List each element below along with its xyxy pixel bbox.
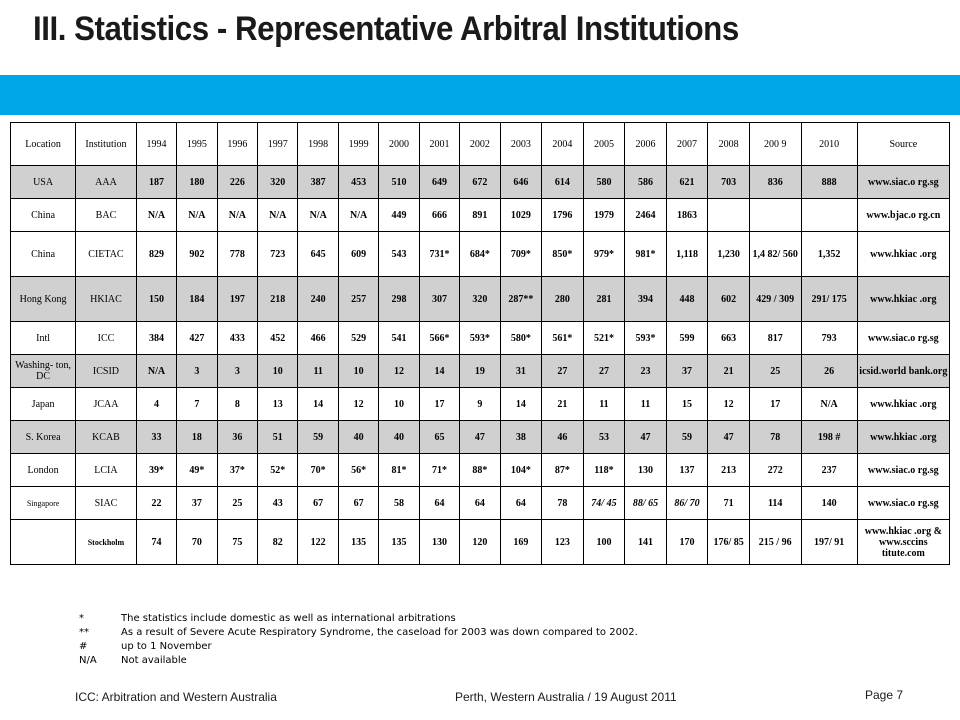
- value-cell: 40: [379, 421, 419, 454]
- value-cell: N/A: [136, 355, 176, 388]
- value-cell: 11: [298, 355, 338, 388]
- value-cell: 64: [460, 487, 500, 520]
- value-cell: 140: [801, 487, 857, 520]
- value-cell: 1,230: [708, 232, 750, 277]
- value-cell: 449: [379, 199, 419, 232]
- value-cell: 9: [460, 388, 500, 421]
- value-cell: 663: [708, 322, 750, 355]
- value-cell: 82: [258, 520, 298, 565]
- table-row: [11, 166, 950, 199]
- value-cell: 645: [298, 232, 338, 277]
- column-header: 2000: [379, 123, 419, 166]
- value-cell: 1,352: [801, 232, 857, 277]
- value-cell: 13: [258, 388, 298, 421]
- column-header: 1998: [298, 123, 338, 166]
- source-cell: www.siac.o rg.sg: [857, 166, 949, 199]
- value-cell: 723: [258, 232, 298, 277]
- value-cell: 15: [666, 388, 708, 421]
- value-cell: 1796: [542, 199, 584, 232]
- value-cell: 4: [136, 388, 176, 421]
- source-cell: www.siac.o rg.sg: [857, 322, 949, 355]
- value-cell: 307: [419, 277, 459, 322]
- value-cell: 75: [217, 520, 257, 565]
- source-cell: www.hkiac .org: [857, 232, 949, 277]
- value-cell: 114: [749, 487, 801, 520]
- value-cell: 19: [460, 355, 500, 388]
- value-cell: 25: [749, 355, 801, 388]
- value-cell: 88/ 65: [625, 487, 667, 520]
- column-header: 1997: [258, 123, 298, 166]
- footnote-text: As a result of Severe Acute Respiratory Syndrome, the caseload for 2003 was down compared to 2002.: [121, 627, 638, 638]
- value-cell: 176/ 85: [708, 520, 750, 565]
- value-cell: 27: [542, 355, 584, 388]
- value-cell: 609: [338, 232, 378, 277]
- location-cell: Singapore: [11, 487, 76, 520]
- column-header: Institution: [76, 123, 137, 166]
- value-cell: 817: [749, 322, 801, 355]
- value-cell: 218: [258, 277, 298, 322]
- value-cell: 137: [666, 454, 708, 487]
- value-cell: 22: [136, 487, 176, 520]
- column-header: 2010: [801, 123, 857, 166]
- column-header: Location: [11, 123, 76, 166]
- value-cell: N/A: [258, 199, 298, 232]
- value-cell: 21: [542, 388, 584, 421]
- location-cell: S. Korea: [11, 421, 76, 454]
- institution-cell: CIETAC: [76, 232, 137, 277]
- statistics-table: [10, 122, 950, 565]
- value-cell: 466: [298, 322, 338, 355]
- value-cell: 891: [460, 199, 500, 232]
- value-cell: 17: [419, 388, 459, 421]
- value-cell: 27: [583, 355, 625, 388]
- value-cell: 25: [217, 487, 257, 520]
- value-cell: 979*: [583, 232, 625, 277]
- value-cell: 74: [136, 520, 176, 565]
- value-cell: 731*: [419, 232, 459, 277]
- statistics-table-wrap: [10, 122, 950, 565]
- value-cell: 67: [298, 487, 338, 520]
- column-header: 2001: [419, 123, 459, 166]
- value-cell: 78: [542, 487, 584, 520]
- value-cell: 1979: [583, 199, 625, 232]
- value-cell: 100: [583, 520, 625, 565]
- value-cell: 384: [136, 322, 176, 355]
- institution-cell: HKIAC: [76, 277, 137, 322]
- value-cell: 71*: [419, 454, 459, 487]
- column-header: 2006: [625, 123, 667, 166]
- value-cell: 198 #: [801, 421, 857, 454]
- value-cell: 850*: [542, 232, 584, 277]
- value-cell: 141: [625, 520, 667, 565]
- value-cell: 14: [298, 388, 338, 421]
- value-cell: 257: [338, 277, 378, 322]
- page-title: III. Statistics - Representative Arbitral Institutions: [33, 10, 739, 48]
- value-cell: 37: [666, 355, 708, 388]
- location-cell: Hong Kong: [11, 277, 76, 322]
- value-cell: 58: [379, 487, 419, 520]
- value-cell: 37: [177, 487, 217, 520]
- value-cell: 197/ 91: [801, 520, 857, 565]
- column-header: 2004: [542, 123, 584, 166]
- value-cell: 829: [136, 232, 176, 277]
- value-cell: 1029: [500, 199, 542, 232]
- column-header: 2002: [460, 123, 500, 166]
- value-cell: 981*: [625, 232, 667, 277]
- institution-cell: KCAB: [76, 421, 137, 454]
- value-cell: 649: [419, 166, 459, 199]
- header-band: [0, 75, 960, 115]
- column-header: Source: [857, 123, 949, 166]
- value-cell: 709*: [500, 232, 542, 277]
- footnote-2: [75, 626, 638, 640]
- value-cell: 104*: [500, 454, 542, 487]
- value-cell: 12: [379, 355, 419, 388]
- footnote-mark: N/A: [79, 655, 97, 666]
- value-cell: 320: [258, 166, 298, 199]
- value-cell: 23: [625, 355, 667, 388]
- value-cell: 902: [177, 232, 217, 277]
- table-row: [11, 454, 950, 487]
- value-cell: 888: [801, 166, 857, 199]
- value-cell: 566*: [419, 322, 459, 355]
- value-cell: 452: [258, 322, 298, 355]
- value-cell: 10: [258, 355, 298, 388]
- footer-center: Perth, Western Australia / 19 August 2011: [455, 690, 677, 704]
- table-row: [11, 277, 950, 322]
- value-cell: 71: [708, 487, 750, 520]
- institution-cell: BAC: [76, 199, 137, 232]
- value-cell: 120: [460, 520, 500, 565]
- value-cell: N/A: [136, 199, 176, 232]
- value-cell: 521*: [583, 322, 625, 355]
- value-cell: 38: [500, 421, 542, 454]
- footnote-text: up to 1 November: [121, 641, 212, 652]
- value-cell: 3: [217, 355, 257, 388]
- value-cell: 47: [625, 421, 667, 454]
- value-cell: 448: [666, 277, 708, 322]
- value-cell: 561*: [542, 322, 584, 355]
- value-cell: 703: [708, 166, 750, 199]
- value-cell: 87*: [542, 454, 584, 487]
- value-cell: 298: [379, 277, 419, 322]
- value-cell: 36: [217, 421, 257, 454]
- column-header: 2008: [708, 123, 750, 166]
- value-cell: [708, 199, 750, 232]
- value-cell: 18: [177, 421, 217, 454]
- value-cell: 47: [708, 421, 750, 454]
- value-cell: 387: [298, 166, 338, 199]
- value-cell: 10: [379, 388, 419, 421]
- value-cell: 52*: [258, 454, 298, 487]
- value-cell: 37*: [217, 454, 257, 487]
- institution-cell: LCIA: [76, 454, 137, 487]
- value-cell: 43: [258, 487, 298, 520]
- value-cell: 81*: [379, 454, 419, 487]
- column-header: 2003: [500, 123, 542, 166]
- value-cell: 593*: [460, 322, 500, 355]
- footnote-4: [75, 654, 638, 668]
- value-cell: 586: [625, 166, 667, 199]
- value-cell: 580: [583, 166, 625, 199]
- value-cell: 14: [419, 355, 459, 388]
- value-cell: 14: [500, 388, 542, 421]
- value-cell: 33: [136, 421, 176, 454]
- footnote-mark: *: [79, 613, 84, 624]
- value-cell: 135: [379, 520, 419, 565]
- location-cell: Intl: [11, 322, 76, 355]
- location-cell: London: [11, 454, 76, 487]
- institution-cell: Stockholm: [76, 520, 137, 565]
- value-cell: 67: [338, 487, 378, 520]
- value-cell: 184: [177, 277, 217, 322]
- source-cell: www.hkiac .org: [857, 421, 949, 454]
- table-row: [11, 520, 950, 565]
- institution-cell: JCAA: [76, 388, 137, 421]
- column-header: 200 9: [749, 123, 801, 166]
- footnote-text: The statistics include domestic as well as international arbitrations: [121, 613, 456, 624]
- value-cell: 291/ 175: [801, 277, 857, 322]
- footnote-3: [75, 640, 638, 654]
- value-cell: 684*: [460, 232, 500, 277]
- footer-page-number: Page 7: [865, 688, 904, 702]
- location-cell: Japan: [11, 388, 76, 421]
- table-row: [11, 232, 950, 277]
- value-cell: 88*: [460, 454, 500, 487]
- footnote-1: [75, 612, 638, 626]
- source-cell: www.hkiac .org: [857, 277, 949, 322]
- value-cell: 8: [217, 388, 257, 421]
- value-cell: N/A: [177, 199, 217, 232]
- value-cell: 240: [298, 277, 338, 322]
- value-cell: 12: [338, 388, 378, 421]
- value-cell: 272: [749, 454, 801, 487]
- value-cell: 65: [419, 421, 459, 454]
- value-cell: 169: [500, 520, 542, 565]
- value-cell: 10: [338, 355, 378, 388]
- value-cell: 86/ 70: [666, 487, 708, 520]
- value-cell: 70*: [298, 454, 338, 487]
- footnotes: [75, 612, 638, 668]
- value-cell: 237: [801, 454, 857, 487]
- source-cell: www.hkiac .org & www.sccins titute.com: [857, 520, 949, 565]
- value-cell: 21: [708, 355, 750, 388]
- source-cell: www.siac.o rg.sg: [857, 454, 949, 487]
- institution-cell: SIAC: [76, 487, 137, 520]
- location-cell: [11, 520, 76, 565]
- column-header: 1996: [217, 123, 257, 166]
- value-cell: N/A: [338, 199, 378, 232]
- value-cell: 40: [338, 421, 378, 454]
- location-cell: China: [11, 199, 76, 232]
- value-cell: 287**: [500, 277, 542, 322]
- column-header: 2007: [666, 123, 708, 166]
- value-cell: 31: [500, 355, 542, 388]
- value-cell: 47: [460, 421, 500, 454]
- value-cell: 1,118: [666, 232, 708, 277]
- value-cell: 580*: [500, 322, 542, 355]
- value-cell: 46: [542, 421, 584, 454]
- location-cell: USA: [11, 166, 76, 199]
- value-cell: 11: [625, 388, 667, 421]
- value-cell: 74/ 45: [583, 487, 625, 520]
- value-cell: 646: [500, 166, 542, 199]
- value-cell: 11: [583, 388, 625, 421]
- column-header: 1999: [338, 123, 378, 166]
- value-cell: [801, 199, 857, 232]
- value-cell: 529: [338, 322, 378, 355]
- value-cell: 541: [379, 322, 419, 355]
- location-cell: Washing- ton, DC: [11, 355, 76, 388]
- table-row: [11, 322, 950, 355]
- value-cell: 213: [708, 454, 750, 487]
- value-cell: 543: [379, 232, 419, 277]
- value-cell: 150: [136, 277, 176, 322]
- value-cell: 1,4 82/ 560: [749, 232, 801, 277]
- value-cell: 130: [419, 520, 459, 565]
- table-row: [11, 388, 950, 421]
- value-cell: 49*: [177, 454, 217, 487]
- value-cell: 602: [708, 277, 750, 322]
- value-cell: 281: [583, 277, 625, 322]
- value-cell: 429 / 309: [749, 277, 801, 322]
- table-row: [11, 421, 950, 454]
- value-cell: 394: [625, 277, 667, 322]
- institution-cell: ICSID: [76, 355, 137, 388]
- value-cell: 26: [801, 355, 857, 388]
- column-header: 2005: [583, 123, 625, 166]
- value-cell: 2464: [625, 199, 667, 232]
- value-cell: 59: [666, 421, 708, 454]
- value-cell: 621: [666, 166, 708, 199]
- value-cell: 836: [749, 166, 801, 199]
- value-cell: [749, 199, 801, 232]
- value-cell: 130: [625, 454, 667, 487]
- value-cell: N/A: [298, 199, 338, 232]
- source-cell: www.hkiac .org: [857, 388, 949, 421]
- value-cell: 70: [177, 520, 217, 565]
- source-cell: www.siac.o rg.sg: [857, 487, 949, 520]
- value-cell: 226: [217, 166, 257, 199]
- value-cell: 280: [542, 277, 584, 322]
- value-cell: 170: [666, 520, 708, 565]
- footnote-mark: #: [79, 641, 88, 652]
- value-cell: 180: [177, 166, 217, 199]
- value-cell: 187: [136, 166, 176, 199]
- value-cell: 3: [177, 355, 217, 388]
- value-cell: 78: [749, 421, 801, 454]
- value-cell: 17: [749, 388, 801, 421]
- value-cell: 666: [419, 199, 459, 232]
- footnote-text: Not available: [121, 655, 187, 666]
- value-cell: 215 / 96: [749, 520, 801, 565]
- value-cell: 56*: [338, 454, 378, 487]
- value-cell: 59: [298, 421, 338, 454]
- table-header-row: [11, 123, 950, 166]
- value-cell: N/A: [217, 199, 257, 232]
- value-cell: 51: [258, 421, 298, 454]
- column-header: 1995: [177, 123, 217, 166]
- value-cell: 39*: [136, 454, 176, 487]
- value-cell: 672: [460, 166, 500, 199]
- value-cell: 53: [583, 421, 625, 454]
- value-cell: 793: [801, 322, 857, 355]
- value-cell: 427: [177, 322, 217, 355]
- value-cell: 593*: [625, 322, 667, 355]
- source-cell: www.bjac.o rg.cn: [857, 199, 949, 232]
- value-cell: 1863: [666, 199, 708, 232]
- value-cell: 7: [177, 388, 217, 421]
- location-cell: China: [11, 232, 76, 277]
- table-row: [11, 487, 950, 520]
- value-cell: 122: [298, 520, 338, 565]
- footer-left: ICC: Arbitration and Western Australia: [75, 690, 277, 704]
- value-cell: 778: [217, 232, 257, 277]
- value-cell: 453: [338, 166, 378, 199]
- institution-cell: ICC: [76, 322, 137, 355]
- value-cell: 118*: [583, 454, 625, 487]
- value-cell: 64: [419, 487, 459, 520]
- value-cell: 320: [460, 277, 500, 322]
- value-cell: 197: [217, 277, 257, 322]
- value-cell: 510: [379, 166, 419, 199]
- table-row: [11, 199, 950, 232]
- column-header: 1994: [136, 123, 176, 166]
- footnote-mark: **: [79, 627, 89, 638]
- value-cell: 12: [708, 388, 750, 421]
- source-cell: icsid.world bank.org: [857, 355, 949, 388]
- value-cell: 123: [542, 520, 584, 565]
- table-row: [11, 355, 950, 388]
- value-cell: 599: [666, 322, 708, 355]
- value-cell: 614: [542, 166, 584, 199]
- value-cell: 433: [217, 322, 257, 355]
- value-cell: N/A: [801, 388, 857, 421]
- value-cell: 64: [500, 487, 542, 520]
- value-cell: 135: [338, 520, 378, 565]
- institution-cell: AAA: [76, 166, 137, 199]
